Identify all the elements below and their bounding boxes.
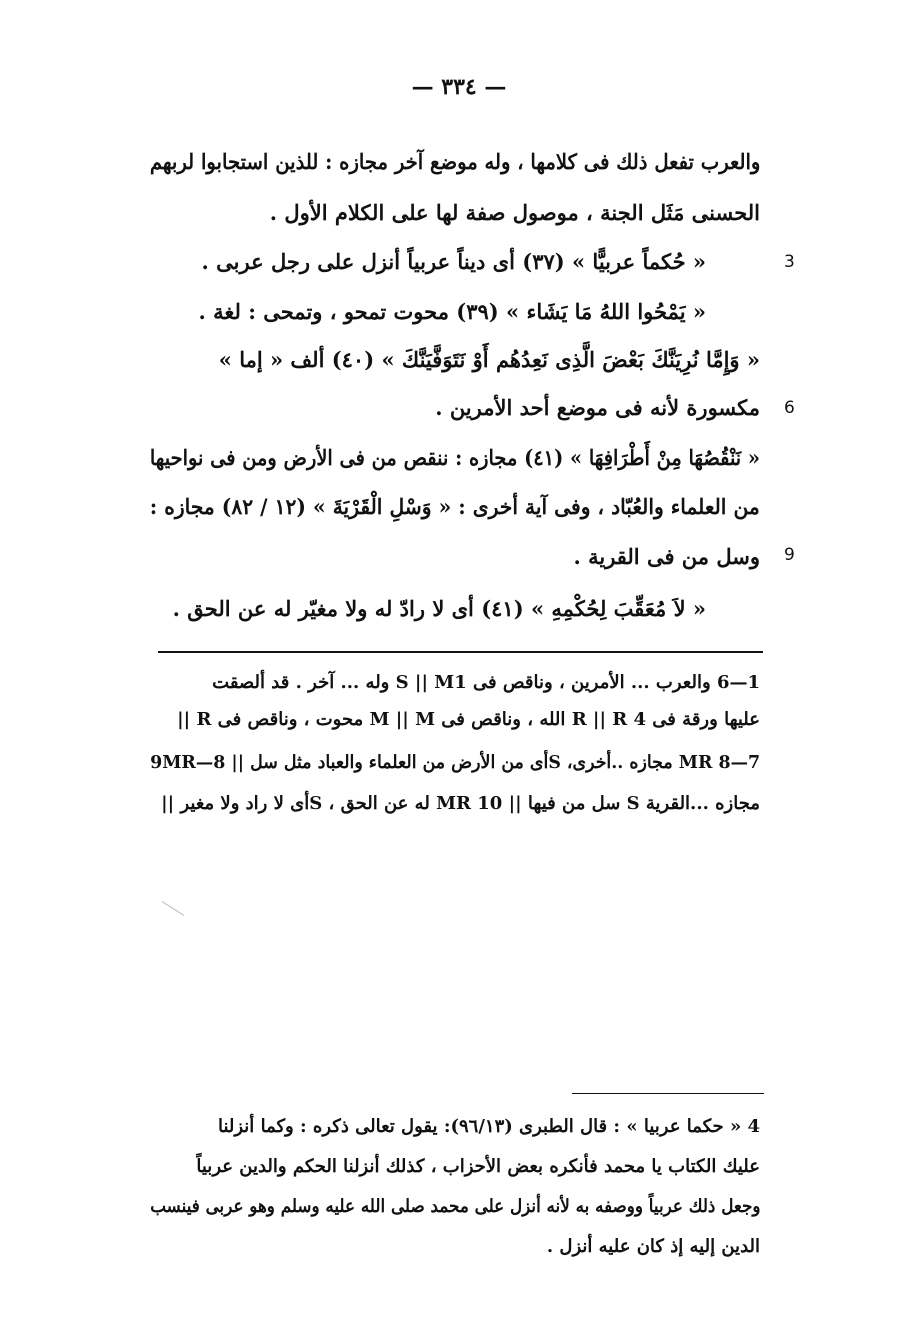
main-text-line: « نَنْقُصُهَا مِنْ أَطْرَافِهَا » (٤١) مجازه : ننقص من فى الأرض ومن فى نواحيها — [149, 445, 760, 470]
scan-mark — [162, 901, 185, 916]
main-text-line: والعرب تفعل ذلك فى كلامها ، وله موضع آخر مجازه : للذين استجابوا لربهم — [149, 149, 760, 174]
main-text-line: وسل من فى القرية . — [573, 544, 760, 569]
main-text-line: الحسنى مَثَل الجنة ، موصول صفة لها على الكلام الأول . — [269, 200, 760, 225]
footnote-divider — [572, 1093, 764, 1094]
apparatus-line: مجازه ...القرية S سل من فيها || MR 10 له عن الحق ، Sأى لا راد ولا مغير || — [161, 793, 760, 814]
footnote-line: عليك الكتاب يا محمد فأنكره بعض الأحزاب ، كذلك أنزلنا الحكم والدين عربياً — [196, 1156, 760, 1177]
main-text-line: « لاَ مُعَقِّبَ لِحُكْمِهِ » (٤١) أى لا رادّ له ولا مغيّر له عن الحق . — [172, 596, 706, 621]
page-number: — ٣٣٤ — — [411, 74, 507, 100]
apparatus-line: 1—6 والعرب ... الأمرين ، وناقص فى S || M1 وله ... آخر . قد ألصقت — [212, 672, 760, 693]
apparatus-line: 7—8 MR مجازه ..أخرى، Sأى من الأرض من العلماء والعباد مثل سل || 8—9MR — [150, 752, 760, 773]
line-number-marker: 3 — [784, 252, 795, 272]
apparatus-divider — [158, 651, 763, 653]
line-number-marker: 9 — [784, 545, 795, 565]
main-text-line: من العلماء والعُبّاد ، وفى آية أخرى : « وَسْلِ الْقَرْيَةَ » (١٢ / ٨٢) مجازه : — [150, 494, 760, 519]
footnote-line: وجعل ذلك عربياً ووصفه به لأنه أنزل على محمد صلى الله عليه وسلم وهو عربى فينسب — [149, 1196, 760, 1217]
line-number-marker: 6 — [784, 398, 795, 418]
footnote-line: الدين إليه إذ كان عليه أنزل . — [546, 1236, 760, 1257]
apparatus-line: عليها ورقة فى R || R 4 الله ، وناقص فى M || M محوت ، وناقص فى R || — [177, 709, 760, 730]
main-text-line: « حُكماً عربيًّا » (٣٧) أى ديناً عربياً أنزل على رجل عربى . — [201, 249, 706, 274]
footnote-line: 4 « حكما عربيا » : قال الطبرى (٩٦/١٣): يقول تعالى ذكره : وكما أنزلنا — [217, 1116, 760, 1137]
main-text-line: « يَمْحُوا اللهُ مَا يَشَاء » (٣٩) محوت تمحو ، وتمحى : لغة . — [198, 299, 706, 324]
main-text-line: مكسورة لأنه فى موضع أحد الأمرين . — [435, 395, 760, 420]
main-text-line: « وَإِمَّا نُرِيَنَّكَ بَعْضَ الَّذِى نَعِدُهُم أَوْ نَتَوَفَّيَنَّكَ » (٤٠) ألف « إما » — [218, 347, 760, 372]
